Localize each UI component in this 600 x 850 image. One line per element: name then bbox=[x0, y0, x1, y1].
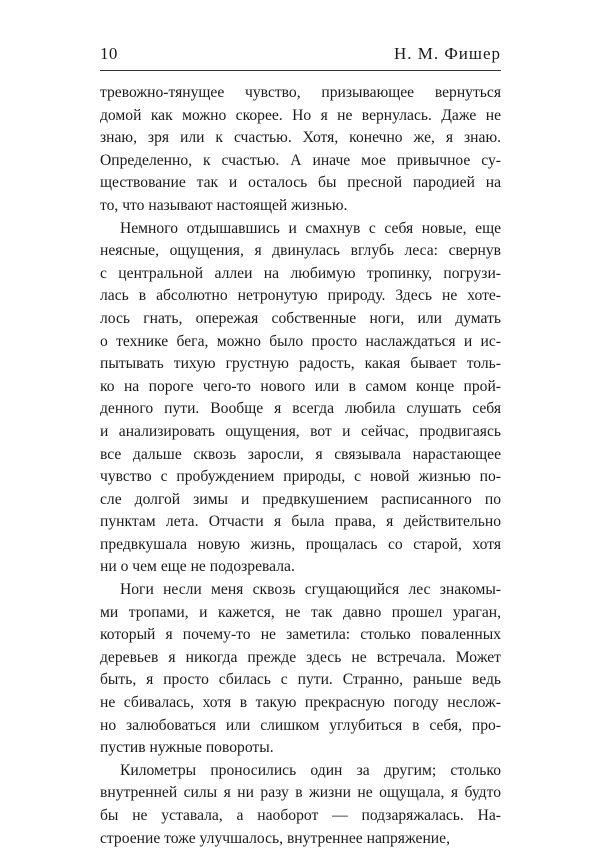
text-line: Ноги несли меня сквозь сгущающийся лес знакомы- bbox=[120, 581, 501, 599]
text-line: чувство с пробуждением природы, с новой жизнью по- bbox=[100, 468, 501, 486]
text-line: пунктам лета. Отчасти я была права, я действительно bbox=[100, 513, 501, 531]
text-line: домой как можно скорее. Но я не вернулась. Даже не bbox=[100, 106, 501, 124]
text-line: неясные, ощущения, я двинулась вглубь леса: свернув bbox=[100, 242, 501, 260]
text-line: бы не уставала, а наоборот — подзаряжалась. На- bbox=[100, 807, 501, 824]
text-line: Немного отдышавшись и смахнув с себя новые, еще bbox=[120, 219, 501, 237]
text-line: сле долгой зимы и предвкушением расписанного по bbox=[100, 490, 501, 508]
text-line: внутренней силы я ни разу в жизни не ощущала, я будто bbox=[100, 784, 501, 802]
text-line: ни о чем еще не подозревала. bbox=[100, 558, 295, 576]
paragraph bbox=[100, 218, 501, 580]
text-line: ществование так и осталось бы пресной пародией на bbox=[100, 174, 501, 192]
text-line: тревожно-тянущее чувство, призывающее вернуться bbox=[100, 84, 501, 101]
text-line: предвкушала новую жизнь, прощалась со старой, хотя bbox=[100, 535, 501, 553]
text-line: пытывать тихую грустную радость, какая бывает толь- bbox=[100, 355, 501, 373]
text-line: не сбивалась, хотя в такую прекрасную погоду неслож- bbox=[100, 694, 501, 712]
text-line: с центральной аллеи на любимую тропинку, погрузи- bbox=[100, 264, 501, 282]
text-line: Километры проносились один за другим; столько bbox=[120, 761, 501, 779]
text-line: лась в абсолютно нетронутую природу. Здесь не хоте- bbox=[100, 287, 501, 305]
text-line: все дальше сквозь заросли, я связывала нарастающее bbox=[100, 445, 501, 463]
text-line: строение тоже улучшалось, внутреннее напряжение, bbox=[100, 829, 450, 847]
paragraph bbox=[100, 579, 501, 760]
text-line: пустив нужные повороты. bbox=[100, 739, 274, 757]
text-line: быть, я просто сбилась с пути. Странно, раньше ведь bbox=[100, 671, 501, 689]
text-line: который я почему-то не заметила: столько поваленных bbox=[100, 626, 501, 644]
header-rule bbox=[100, 70, 501, 71]
text-line: Определенно, к счастью. А иначе мое привычное су- bbox=[100, 151, 501, 169]
running-head-author: Н. М. Фишер bbox=[393, 44, 501, 63]
body-text bbox=[100, 82, 501, 850]
text-line: но залюбоваться или слишком углубиться в себя, про- bbox=[100, 716, 501, 734]
text-line: и анализировать ощущения, вот и сейчас, продвигаясь bbox=[100, 422, 501, 440]
paragraph bbox=[100, 82, 501, 218]
text-line: то, что называют настоящей жизнью. bbox=[100, 196, 348, 214]
paragraph bbox=[100, 760, 501, 850]
text-line: ко на пороге чего-то нового или в самом конце прой- bbox=[100, 377, 501, 395]
text-line: деревьев я никогда прежде здесь не встречала. Может bbox=[100, 648, 501, 666]
text-line: денного пути. Вообще я всегда любила слушать себя bbox=[100, 400, 501, 418]
text-line: лось гнать, опережая собственные ноги, или думать bbox=[100, 309, 501, 327]
page-number: 10 bbox=[100, 44, 118, 63]
running-head bbox=[100, 44, 501, 68]
text-line: знаю, зря или к счастью. Хотя, конечно же, я знаю. bbox=[100, 129, 501, 147]
text-line: о технике бега, можно было просто наслаждаться и ис- bbox=[100, 332, 501, 350]
text-line: ми тропами, и кажется, не так давно прошел ураган, bbox=[100, 603, 501, 621]
